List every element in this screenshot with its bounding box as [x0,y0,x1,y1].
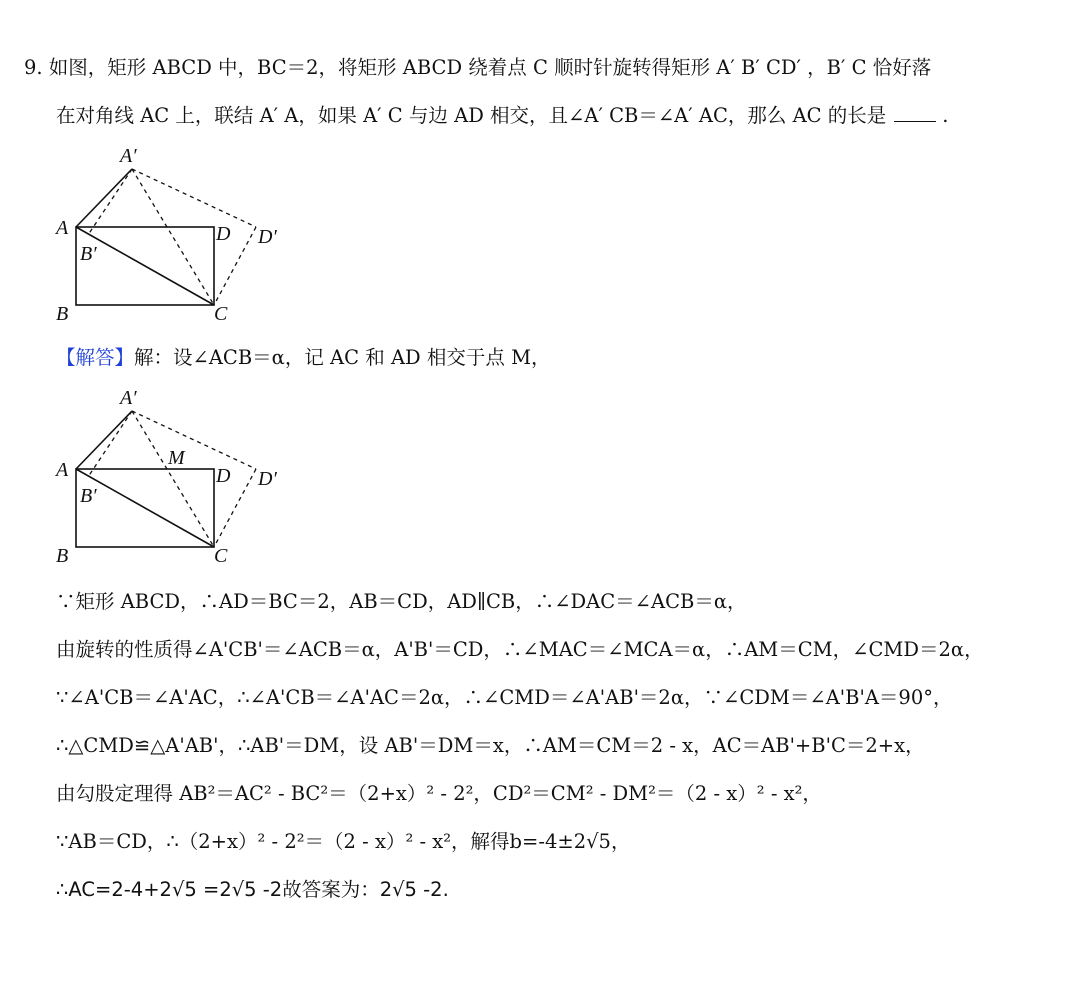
solution-line-5: 由勾股定理得 AB²＝AC² - BC²＝（2+x）² - 2²，CD²＝CM² - DM²＝（2 - x）² - x²， [56,782,822,805]
segment-aa-prime [76,411,132,469]
solution-intro: 解：设∠ACB＝α，记 AC 和 AD 相交于点 M， [134,346,551,369]
label-b: B [56,545,69,567]
solution-line-3: ∵∠A'CB＝∠A'AC，∴∠A'CB＝∠A'AC＝2α，∴∠CMD＝∠A'AB'＝2α，∵∠CDM＝∠A'B'A＝90°， [56,686,953,709]
solution-line-6: ∵AB＝CD，∴（2+x）² - 2²＝（2 - x）² - x²，解得b=-4±2√5， [56,830,631,853]
label-c: C [214,545,228,567]
label-c: C [214,303,228,325]
label-a: A [56,459,69,481]
figure-1-geometry [48,140,288,330]
label-d-prime: D′ [258,468,277,490]
solution-intro-line [56,342,551,370]
label-b-prime: B′ [80,243,97,265]
question-line-1: 9. 如图，矩形 ABCD 中，BC＝2，将矩形 ABCD 绕着点 C 顺时针旋转得矩形 A′ B′ CD′ ，B′ C 恰好落 [24,56,932,79]
figure-2-geometry [48,384,288,574]
question-line-2 [56,100,948,128]
label-a-prime: A′ [120,145,137,167]
label-b-prime: B′ [80,485,97,507]
solution-line-2: 由旋转的性质得∠A'CB'＝∠ACB＝α，A'B'＝CD，∴∠MAC＝∠MCA＝α，∴AM＝CM，∠CMD＝2α， [56,638,984,661]
label-d: D [216,223,231,245]
solution-tag: 【解答】 [56,346,135,369]
label-a-prime: A′ [120,387,137,409]
question-line-2-end: . [942,104,949,127]
label-d: D [216,465,231,487]
segment-aa-prime [76,169,132,227]
question-line-2-text: 在对角线 AC 上，联结 A′ A，如果 A′ C 与边 AD 相交，且∠A′ CB＝∠A′ AC，那么 AC 的长是 [56,104,887,127]
label-a: A [56,217,69,239]
solution-line-7: ∴AC=2-4+2√5 =2√5 -2故答案为：2√5 -2. [56,878,449,901]
solution-line-4: ∴△CMD≌△A'AB'，∴AB'＝DM，设 AB'＝DM＝x，∴AM＝CM＝2 - x，AC＝AB'+B'C＝2+x， [56,734,925,757]
label-b: B [56,303,69,325]
label-d-prime: D′ [258,226,277,248]
diagonal-ac [76,227,214,305]
answer-blank[interactable] [894,103,936,122]
solution-line-1: ∵矩形 ABCD，∴AD＝BC＝2，AB＝CD，AD∥CB，∴∠DAC＝∠ACB＝α， [56,590,747,613]
label-m: M [168,447,185,469]
diagonal-ac [76,469,214,547]
